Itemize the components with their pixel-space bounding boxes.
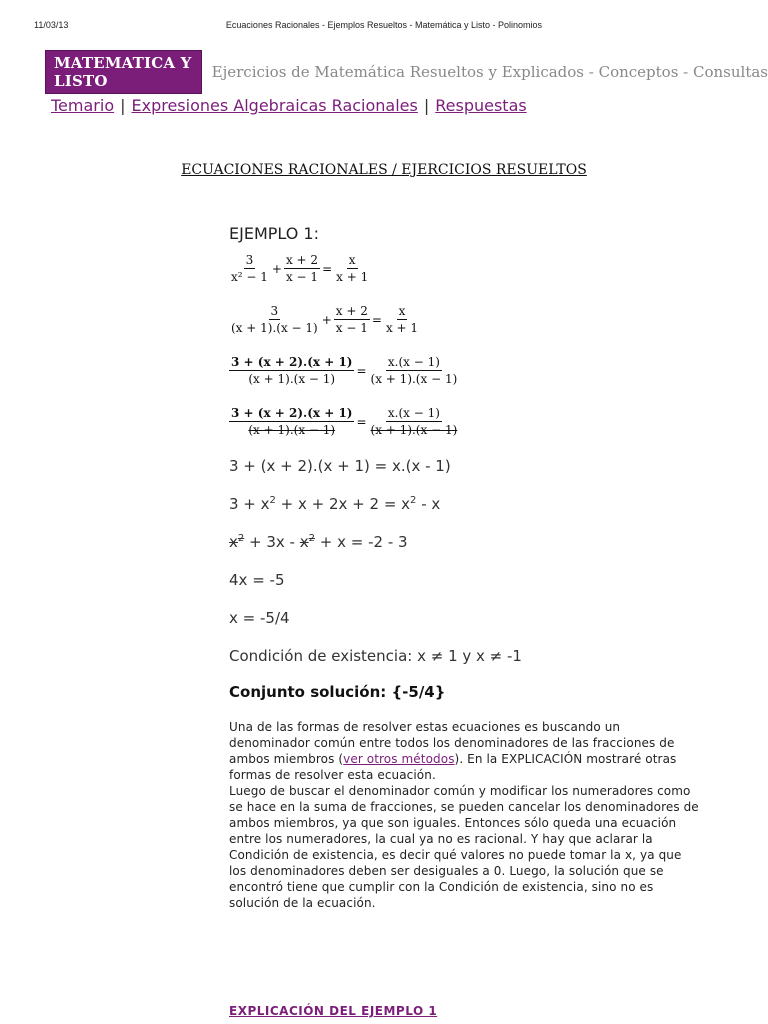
numerator: x.(x − 1) — [387, 355, 440, 369]
cancelled-term: x — [229, 533, 238, 551]
nav-link-expresiones[interactable]: Expresiones Algebraicas Racionales — [131, 96, 418, 115]
breadcrumb — [51, 96, 527, 115]
equation-1 — [229, 253, 729, 284]
numerator: 3 + (x + 2).(x + 1) — [231, 406, 353, 420]
paragraph-text: ). En la EXPLICACIÓN mostraré otras formas de resolver esta ecuación. — [229, 752, 677, 782]
nav-link-respuestas[interactable]: Respuestas — [435, 96, 527, 115]
fraction — [229, 304, 320, 335]
page-title: ECUACIONES RACIONALES / EJERCICIOS RESUELTOS — [181, 162, 587, 178]
operator: = — [322, 261, 333, 276]
operator: = — [356, 363, 367, 378]
numerator: x.(x − 1) — [387, 406, 440, 420]
equation-3 — [229, 355, 729, 386]
print-page-title: Ecuaciones Racionales - Ejemplos Resueltos - Matemática y Listo - Polinomios — [225, 20, 543, 30]
print-date: 11/03/13 — [34, 20, 69, 30]
cancelled-denominator: (x + 1).(x − 1) — [370, 423, 458, 437]
exponent: 2 — [410, 495, 417, 506]
denominator: (x + 1).(x − 1) — [248, 372, 336, 386]
other-methods-link[interactable]: ver otros métodos — [343, 752, 455, 766]
paragraph-text: Una de las formas de resolver estas ecuaciones es buscando un denominador común entre todos los denominadores de las fracciones de ambos miembros ( — [229, 720, 675, 766]
nav-separator: | — [120, 96, 126, 115]
explanation-link[interactable]: EXPLICACIÓN DEL EJEMPLO 1 — [229, 1004, 438, 1018]
numerator: 3 — [245, 253, 254, 267]
denominator: x − 1 — [285, 270, 319, 284]
exponent: 2 — [308, 533, 316, 544]
denominator: x + 1 — [336, 270, 369, 284]
numerator: x + 2 — [335, 304, 368, 318]
numerator: 3 + (x + 2).(x + 1) — [231, 355, 353, 369]
cancelled-term: x — [299, 533, 309, 551]
site-tagline: Ejercicios de Matemática Resueltos y Explicados - Conceptos - Consultas — [211, 63, 768, 81]
fraction — [229, 253, 270, 284]
fraction — [229, 355, 354, 386]
operator: + — [321, 312, 332, 327]
step-4: 4x = -5 — [229, 571, 285, 589]
denominator: (x + 1).(x − 1) — [231, 321, 318, 335]
numerator: 3 — [270, 304, 279, 318]
fraction — [229, 406, 354, 437]
step-1: 3 + (x + 2).(x + 1) = x.(x - 1) — [229, 457, 451, 475]
step-3 — [229, 533, 729, 551]
denominator: x + 1 — [385, 321, 419, 335]
operator: = — [371, 312, 382, 327]
paragraph-text: Luego de buscar el denominador común y modificar los numeradores como se hace en la suma de fracciones, se pueden cancelar los denominadores de ambos miembros, ya que son iguales. Entonces sólo queda una ecuación entre los numeradores, la cual ya no es racional. Y hay que aclarar la Condición de existencia, es decir qué valores no puede tomar la x, ya que los denominadores deben ser desiguales a 0. Luego, la solución que se encontró tiene que cumplir con la Condición de existencia, sino no es solución de la ecuación. — [229, 784, 699, 910]
nav-link-temario[interactable]: Temario — [51, 96, 115, 115]
equation-2 — [229, 304, 729, 335]
step-2 — [229, 495, 729, 513]
site-banner — [45, 50, 768, 94]
operator: = — [356, 414, 367, 429]
numerator: x — [398, 304, 406, 318]
numerator: x + 2 — [285, 253, 319, 267]
site-logo[interactable]: MATEMATICA Y LISTO — [45, 50, 202, 94]
solution-set: Conjunto solución: {-5/4} — [229, 683, 446, 701]
denominator: (x + 1).(x − 1) — [370, 372, 458, 386]
fraction — [369, 355, 460, 386]
example-content — [229, 224, 729, 911]
step-text: 3 + x — [229, 495, 270, 513]
nav-separator: | — [423, 96, 430, 115]
explanation-paragraph — [229, 719, 699, 911]
fraction — [334, 253, 370, 284]
example-title: EJEMPLO 1: — [229, 224, 319, 243]
existence-condition: Condición de existencia: x ≠ 1 y x ≠ -1 — [229, 647, 522, 665]
numerator: x — [348, 253, 356, 267]
denominator: x − 1 — [335, 321, 368, 335]
equation-4 — [229, 406, 729, 437]
cancelled-denominator: (x + 1).(x − 1) — [248, 423, 336, 437]
fraction — [284, 253, 320, 284]
denominator: x² − 1 — [231, 270, 268, 284]
fraction — [369, 406, 460, 437]
exponent: 2 — [237, 533, 245, 544]
step-text: + x = -2 - 3 — [315, 533, 408, 551]
step-text: - x — [416, 495, 441, 513]
exponent: 2 — [269, 495, 276, 506]
fraction — [334, 304, 370, 335]
step-text: + 3x - — [244, 533, 300, 551]
fraction — [384, 304, 420, 335]
step-text: + x + 2x + 2 = x — [275, 495, 411, 513]
step-5: x = -5/4 — [229, 609, 290, 627]
operator: + — [271, 261, 282, 276]
